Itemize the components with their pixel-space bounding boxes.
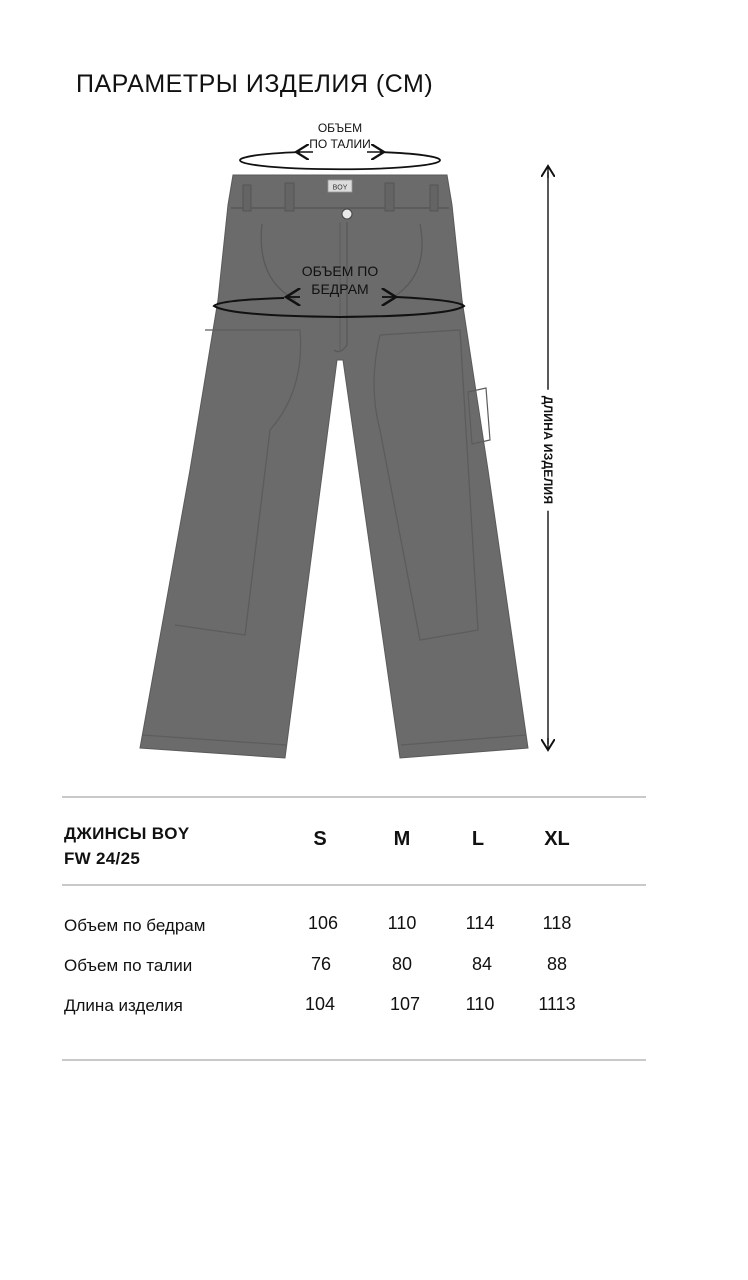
table-cell: 80	[391, 954, 413, 974]
row-label-hips: Объем по бедрам	[64, 916, 206, 935]
brand-tag: BOY	[332, 184, 348, 192]
waist-label	[280, 120, 400, 152]
table-cell: 1113	[538, 994, 576, 1014]
product-name	[64, 821, 189, 871]
row-label-waist: Объем по талии	[64, 956, 193, 975]
waist-measure-arrow	[240, 152, 440, 169]
table-cell: 76	[310, 954, 332, 974]
table-cell: 110	[387, 913, 417, 933]
button-icon	[342, 209, 352, 219]
length-label: ДЛИНА ИЗДЕЛИЯ	[541, 390, 555, 511]
size-header-m: M	[393, 828, 411, 850]
table-cell: 106	[307, 913, 339, 933]
page-title: ПАРАМЕТРЫ ИЗДЕЛИЯ (СМ)	[76, 70, 434, 98]
hip-label-line2: БЕДРАМ	[311, 281, 369, 297]
divider-top	[62, 796, 646, 798]
waist-label-line1: ОБЪЕМ	[317, 121, 363, 135]
row-label-length: Длина изделия	[64, 996, 183, 1015]
product-name-line1: ДЖИНСЫ BOY	[64, 824, 190, 843]
size-header-l: L	[471, 828, 485, 850]
table-cell: 88	[546, 954, 568, 974]
table-cell: 104	[304, 994, 336, 1014]
divider-header	[62, 884, 646, 886]
waist-label-line2: ПО ТАЛИИ	[309, 137, 371, 151]
size-header-xl: XL	[544, 828, 570, 850]
table-cell: 114	[465, 913, 495, 933]
hip-label-line1: ОБЪЕМ ПО	[301, 263, 379, 279]
table-cell: 110	[465, 994, 495, 1014]
divider-bottom	[62, 1059, 646, 1061]
table-cell: 118	[542, 913, 572, 933]
hip-label	[270, 262, 410, 298]
table-cell: 107	[389, 994, 421, 1014]
table-cell: 84	[471, 954, 493, 974]
size-header-s: S	[313, 828, 327, 850]
product-name-line2: FW 24/25	[64, 849, 141, 868]
